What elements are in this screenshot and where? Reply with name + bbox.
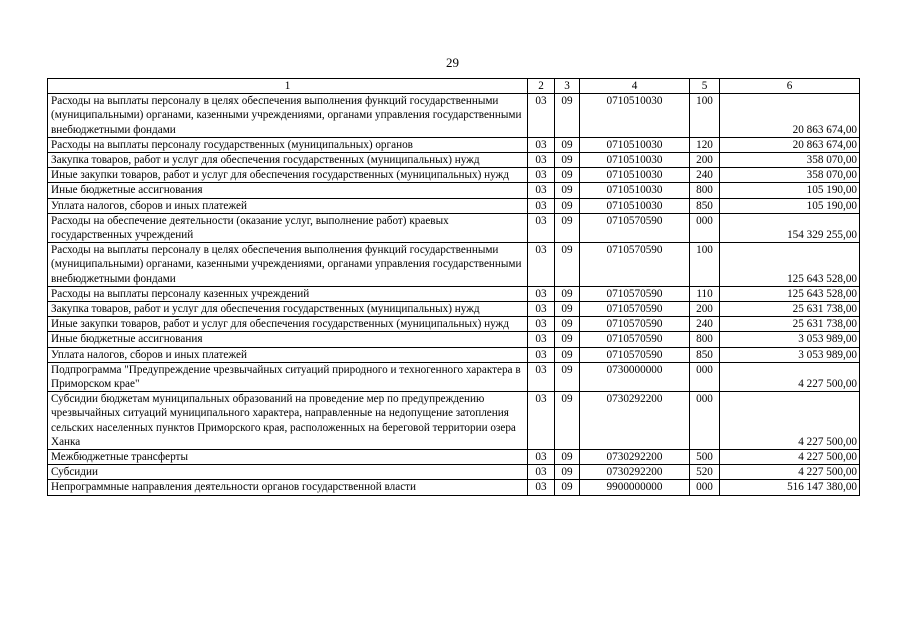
cell-name: Субсидии (48, 465, 528, 480)
cell-pr: 09 (555, 480, 580, 495)
table-row (48, 362, 860, 391)
cell-rz: 03 (528, 392, 555, 450)
cell-csr: 0710510030 (580, 198, 690, 213)
cell-pr: 09 (555, 198, 580, 213)
table-row (48, 480, 860, 495)
cell-pr: 09 (555, 94, 580, 138)
cell-pr: 09 (555, 392, 580, 450)
table-row (48, 94, 860, 138)
table-row (48, 153, 860, 168)
cell-pr: 09 (555, 213, 580, 242)
cell-name: Непрограммные направления деятельности органов государственной власти (48, 480, 528, 495)
cell-sum: 105 190,00 (720, 198, 860, 213)
cell-pr: 09 (555, 153, 580, 168)
cell-pr: 09 (555, 302, 580, 317)
table-row (48, 302, 860, 317)
cell-rz: 03 (528, 198, 555, 213)
cell-rz: 03 (528, 153, 555, 168)
cell-vr: 100 (690, 243, 720, 287)
cell-csr: 0730292200 (580, 465, 690, 480)
cell-pr: 09 (555, 347, 580, 362)
cell-pr: 09 (555, 243, 580, 287)
cell-rz: 03 (528, 183, 555, 198)
cell-rz: 03 (528, 362, 555, 391)
cell-vr: 000 (690, 480, 720, 495)
cell-name: Иные бюджетные ассигнования (48, 183, 528, 198)
table-body (48, 94, 860, 495)
cell-name: Уплата налогов, сборов и иных платежей (48, 198, 528, 213)
cell-csr: 0710510030 (580, 168, 690, 183)
cell-name: Расходы на обеспечение деятельности (оказание услуг, выполнение работ) краевых государственных учреждений (48, 213, 528, 242)
cell-vr: 200 (690, 302, 720, 317)
cell-pr: 09 (555, 137, 580, 152)
cell-csr: 0710570590 (580, 332, 690, 347)
cell-sum: 516 147 380,00 (720, 480, 860, 495)
cell-rz: 03 (528, 317, 555, 332)
cell-rz: 03 (528, 480, 555, 495)
cell-sum: 358 070,00 (720, 153, 860, 168)
cell-csr: 0710570590 (580, 302, 690, 317)
cell-sum: 25 631 738,00 (720, 317, 860, 332)
cell-csr: 0710570590 (580, 243, 690, 287)
table-row (48, 465, 860, 480)
cell-sum: 105 190,00 (720, 183, 860, 198)
cell-vr: 500 (690, 450, 720, 465)
cell-rz: 03 (528, 213, 555, 242)
cell-name: Иные закупки товаров, работ и услуг для обеспечения государственных (муниципальных) нужд (48, 317, 528, 332)
cell-rz: 03 (528, 137, 555, 152)
cell-vr: 110 (690, 286, 720, 301)
cell-vr: 000 (690, 362, 720, 391)
page-number: 29 (446, 55, 459, 70)
cell-sum: 3 053 989,00 (720, 332, 860, 347)
cell-csr: 0710510030 (580, 94, 690, 138)
cell-name: Иные закупки товаров, работ и услуг для обеспечения государственных (муниципальных) нужд (48, 168, 528, 183)
cell-csr: 0710570590 (580, 286, 690, 301)
cell-name: Закупка товаров, работ и услуг для обеспечения государственных (муниципальных) нужд (48, 302, 528, 317)
cell-pr: 09 (555, 286, 580, 301)
cell-name: Закупка товаров, работ и услуг для обеспечения государственных (муниципальных) нужд (48, 153, 528, 168)
cell-name: Расходы на выплаты персоналу в целях обеспечения выполнения функций государственными (муниципальными) органами, казенными учреждениями, органами управления государственными внебюджетными фондами (48, 94, 528, 138)
cell-sum: 20 863 674,00 (720, 137, 860, 152)
cell-pr: 09 (555, 183, 580, 198)
cell-rz: 03 (528, 465, 555, 480)
cell-rz: 03 (528, 332, 555, 347)
cell-sum: 4 227 500,00 (720, 362, 860, 391)
table-row (48, 347, 860, 362)
cell-name: Расходы на выплаты персоналу в целях обеспечения выполнения функций государственными (муниципальными) органами, казенными учреждениями, органами управления государственными внебюджетными фондами (48, 243, 528, 287)
cell-vr: 800 (690, 183, 720, 198)
cell-vr: 000 (690, 213, 720, 242)
cell-sum: 25 631 738,00 (720, 302, 860, 317)
cell-sum: 3 053 989,00 (720, 347, 860, 362)
cell-sum: 358 070,00 (720, 168, 860, 183)
cell-rz: 03 (528, 168, 555, 183)
budget-table (47, 78, 860, 496)
cell-pr: 09 (555, 362, 580, 391)
cell-vr: 200 (690, 153, 720, 168)
cell-sum: 4 227 500,00 (720, 392, 860, 450)
header-cell: 6 (720, 79, 860, 94)
cell-csr: 0730000000 (580, 362, 690, 391)
cell-sum: 20 863 674,00 (720, 94, 860, 138)
cell-name: Расходы на выплаты персоналу государственных (муниципальных) органов (48, 137, 528, 152)
cell-vr: 240 (690, 317, 720, 332)
table-row (48, 168, 860, 183)
cell-vr: 240 (690, 168, 720, 183)
cell-vr: 850 (690, 198, 720, 213)
table-row (48, 286, 860, 301)
cell-pr: 09 (555, 332, 580, 347)
table-row (48, 137, 860, 152)
cell-vr: 120 (690, 137, 720, 152)
table-row (48, 198, 860, 213)
header-cell: 3 (555, 79, 580, 94)
cell-csr: 0710570590 (580, 213, 690, 242)
cell-sum: 154 329 255,00 (720, 213, 860, 242)
table-row (48, 450, 860, 465)
cell-name: Субсидии бюджетам муниципальных образований на проведение мер по предупреждению чрезвычайных ситуаций муниципального характера, направленные на недопущение затопления сельских населенных пунктов Приморского края, расположенных на береговой территории озера Ханка (48, 392, 528, 450)
cell-csr: 0710510030 (580, 153, 690, 168)
cell-vr: 000 (690, 392, 720, 450)
cell-csr: 9900000000 (580, 480, 690, 495)
header-cell: 2 (528, 79, 555, 94)
cell-csr: 0730292200 (580, 392, 690, 450)
cell-csr: 0710570590 (580, 347, 690, 362)
cell-sum: 125 643 528,00 (720, 286, 860, 301)
table-header-row (48, 79, 860, 94)
cell-name: Расходы на выплаты персоналу казенных учреждений (48, 286, 528, 301)
cell-vr: 100 (690, 94, 720, 138)
cell-rz: 03 (528, 347, 555, 362)
cell-sum: 4 227 500,00 (720, 450, 860, 465)
cell-sum: 4 227 500,00 (720, 465, 860, 480)
header-cell: 1 (48, 79, 528, 94)
cell-rz: 03 (528, 302, 555, 317)
cell-rz: 03 (528, 94, 555, 138)
cell-vr: 520 (690, 465, 720, 480)
cell-rz: 03 (528, 450, 555, 465)
cell-sum: 125 643 528,00 (720, 243, 860, 287)
cell-csr: 0710510030 (580, 183, 690, 198)
cell-name: Иные бюджетные ассигнования (48, 332, 528, 347)
cell-name: Межбюджетные трансферты (48, 450, 528, 465)
table-row (48, 243, 860, 287)
cell-pr: 09 (555, 465, 580, 480)
table-row (48, 213, 860, 242)
table-row (48, 317, 860, 332)
cell-csr: 0730292200 (580, 450, 690, 465)
cell-pr: 09 (555, 450, 580, 465)
cell-pr: 09 (555, 168, 580, 183)
table-row (48, 332, 860, 347)
cell-rz: 03 (528, 243, 555, 287)
header-cell: 5 (690, 79, 720, 94)
cell-rz: 03 (528, 286, 555, 301)
cell-vr: 850 (690, 347, 720, 362)
table-row (48, 183, 860, 198)
cell-csr: 0710510030 (580, 137, 690, 152)
cell-name: Подпрограмма "Предупреждение чрезвычайных ситуаций природного и техногенного характера в Приморском крае" (48, 362, 528, 391)
cell-pr: 09 (555, 317, 580, 332)
cell-name: Уплата налогов, сборов и иных платежей (48, 347, 528, 362)
header-cell: 4 (580, 79, 690, 94)
cell-csr: 0710570590 (580, 317, 690, 332)
cell-vr: 800 (690, 332, 720, 347)
table-row (48, 392, 860, 450)
